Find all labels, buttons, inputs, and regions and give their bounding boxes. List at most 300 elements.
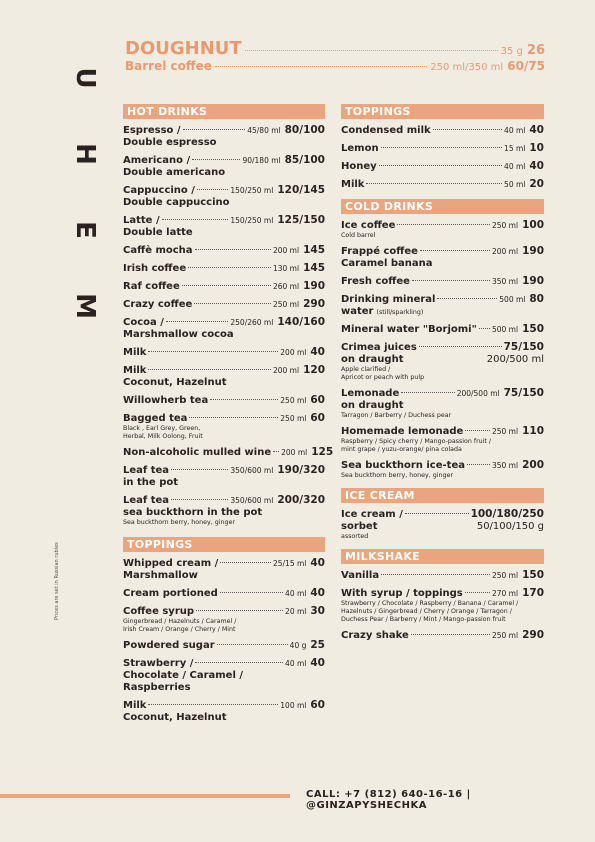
item-subrow <box>123 227 325 239</box>
item-price: 40 <box>310 346 325 358</box>
menu-item-row <box>341 178 544 191</box>
item-subrow <box>123 329 325 341</box>
item-price: 120/145 <box>277 184 325 196</box>
menu-item <box>341 387 544 420</box>
menu-item <box>123 184 325 209</box>
menu-item <box>123 394 325 407</box>
leader-dots <box>210 399 278 400</box>
item-name: Coffee syrup <box>123 606 195 617</box>
menu-item <box>341 275 544 288</box>
leader-dots <box>433 129 502 130</box>
item-volume: 50 ml <box>504 180 526 189</box>
menu-item <box>123 587 325 600</box>
menu-item <box>123 280 325 293</box>
leader-dots <box>171 469 228 470</box>
menu-item-row <box>341 323 544 336</box>
item-price: 190/320 <box>277 464 325 476</box>
item-price: 60 <box>310 699 325 711</box>
menu-item-row <box>341 142 544 155</box>
leader-dots <box>420 250 490 251</box>
item-volume: 250 ml <box>272 300 300 309</box>
menu-item-row <box>341 569 544 582</box>
leader-dots <box>195 662 283 663</box>
leader-dots <box>148 351 278 352</box>
item-price: 290 <box>522 629 544 641</box>
menu-item <box>123 124 325 149</box>
item-subtitle: in the pot <box>123 477 178 488</box>
leader-dots <box>273 451 279 452</box>
menu-item-row <box>341 124 544 137</box>
item-subtitle: water <box>341 306 374 317</box>
item-volume: 150/250 ml <box>230 216 274 225</box>
item-name: Bagged tea <box>123 413 188 424</box>
item-price: 40 <box>310 587 325 599</box>
item-name: Condensed milk <box>341 125 431 136</box>
item-subrow <box>123 197 325 209</box>
menu-item-row <box>123 657 325 670</box>
menu-item <box>123 639 325 652</box>
section-header-toppings: TOPPINGS <box>123 537 325 552</box>
item-volume: 45/80 ml <box>247 126 281 135</box>
item-volume: 40 ml <box>285 589 307 598</box>
leader-dots <box>182 285 271 286</box>
leader-dots <box>220 562 271 563</box>
item-name: Strawberry / <box>123 658 194 669</box>
menu-item <box>123 699 325 724</box>
leader-dots <box>397 224 490 225</box>
menu-item <box>123 446 334 459</box>
item-price: 80 <box>529 293 544 305</box>
item-volume: 150/250 ml <box>230 186 274 195</box>
menu-item-row <box>123 154 325 167</box>
item-name: Crimea juices <box>341 342 417 353</box>
item-subrow <box>123 570 325 582</box>
menu-item-row <box>123 214 325 227</box>
leader-dots <box>197 189 228 190</box>
item-volume: 25/15 ml <box>272 559 307 568</box>
leader-dots <box>162 219 229 220</box>
menu-item <box>123 494 325 527</box>
menu-item-row <box>341 293 544 306</box>
item-volume: 90/180 ml <box>242 156 281 165</box>
item-subtitle: Double cappuccino <box>123 197 230 208</box>
item-price: 110 <box>522 425 544 437</box>
item-volume: 500 ml <box>491 325 519 334</box>
menu-item-row <box>123 298 325 311</box>
item-volume: 200 ml <box>280 348 307 357</box>
menu-item-row <box>341 245 544 258</box>
menu-item <box>123 262 325 275</box>
item-price: 145 <box>303 244 325 256</box>
item-name: Milk <box>123 365 147 376</box>
item-volume: 500 ml <box>499 295 526 304</box>
item-note: Tarragon / Barberry / Duchess pear <box>341 412 452 419</box>
footer-rule <box>0 794 290 798</box>
title-letter: M <box>70 293 100 319</box>
item-name: Honey <box>341 161 377 172</box>
item-price: 30 <box>310 605 325 617</box>
menu-item <box>341 245 544 270</box>
item-price: 10 <box>529 142 544 154</box>
menu-item <box>123 557 325 582</box>
right-column <box>341 104 544 647</box>
item-volume: 40 ml <box>285 659 307 668</box>
item-note: Raspberry / Spicy cherry / Mango-passion fruit / mint grape / yuzu-orange/ pina colada <box>341 438 492 453</box>
item-volume: 250/260 ml <box>230 318 274 327</box>
leader-dots <box>188 267 271 268</box>
item-volume: 250 ml <box>491 427 519 436</box>
item-price: 150 <box>522 323 544 335</box>
leader-dots <box>217 644 288 645</box>
item-name: Willowherb tea <box>123 395 209 406</box>
item-subnote: (still/sparkling) <box>376 309 424 316</box>
item-volume: 350/600 ml <box>230 496 274 505</box>
menu-item-row <box>123 184 325 197</box>
item-name: Cocoa / <box>123 317 164 328</box>
item-price: 75/150 <box>503 387 544 399</box>
item-note: Gingerbread / Hazelnuts / Caramel / Irish Cream / Orange / Cherry / Mint <box>123 618 237 633</box>
item-price: 40 <box>529 160 544 172</box>
item-subtitle: Marshmallow <box>123 570 198 581</box>
leader-dots <box>195 249 271 250</box>
item-price: 125/150 <box>277 214 325 226</box>
featured-item <box>125 59 545 73</box>
item-name: Lemonade <box>341 388 400 399</box>
item-volume: 20 ml <box>285 607 307 616</box>
menu-item-row <box>123 699 325 712</box>
item-name: Irish coffee <box>123 263 187 274</box>
item-price: 145 <box>303 262 325 274</box>
item-subrow <box>123 377 325 389</box>
leader-dots <box>148 704 278 705</box>
item-subrow <box>123 167 325 179</box>
item-price: 200/320 <box>277 494 325 506</box>
item-subtitle: Chocolate / Caramel / Raspberries <box>123 670 244 693</box>
leader-dots <box>220 592 283 593</box>
section-header-ice-cream: ICE CREAM <box>341 488 544 503</box>
item-subrow <box>123 670 325 694</box>
item-note: assorted <box>341 533 369 540</box>
item-name: Americano / <box>123 155 191 166</box>
item-price: 80/100 <box>284 124 325 136</box>
item-name: Latte / <box>123 215 160 226</box>
item-volume: 350 ml <box>491 461 519 470</box>
item-name: Homemade lemonade <box>341 426 464 437</box>
item-name: Frappé coffee <box>341 246 418 257</box>
item-subtitle: on draught <box>341 400 404 411</box>
menu-item-row <box>341 587 544 600</box>
menu-item <box>341 341 544 382</box>
menu-item-row <box>123 639 325 652</box>
item-name: Caffè mocha <box>123 245 193 256</box>
leader-dots <box>366 183 502 184</box>
item-volume: 250 ml <box>491 631 519 640</box>
menu-item-row <box>123 346 325 359</box>
leader-dots <box>412 280 490 281</box>
item-price: 40 <box>310 557 325 569</box>
item-volume: 250 ml <box>491 571 519 580</box>
menu-item <box>341 587 544 624</box>
item-note: Apple clarified / Apricot or peach with pulp <box>341 366 425 381</box>
menu-item <box>123 464 325 489</box>
item-price: 25 <box>310 639 325 651</box>
item-name: With syrup / toppings <box>341 588 463 599</box>
item-volume: 40 ml <box>504 126 526 135</box>
menu-item <box>341 219 544 240</box>
section-header-cold-drinks: COLD DRINKS <box>341 199 544 214</box>
item-subtitle: Coconut, Hazelnut <box>123 377 227 388</box>
item-name: Ice coffee <box>341 220 396 231</box>
item-volume: 350/600 ml <box>230 466 274 475</box>
item-price: 100 <box>522 219 544 231</box>
item-name: Cappuccino / <box>123 185 195 196</box>
menu-item <box>341 160 544 173</box>
menu-item <box>341 425 544 454</box>
item-name: Milk <box>123 700 147 711</box>
leader-dots <box>479 328 490 329</box>
leader-dots <box>183 129 246 130</box>
menu-item <box>341 459 544 480</box>
item-subrow <box>341 400 544 412</box>
item-volume: 100 ml <box>280 701 307 710</box>
menu-item <box>341 323 544 336</box>
item-name: Powdered sugar <box>123 640 215 651</box>
featured-items <box>125 38 545 73</box>
menu-item-row <box>123 412 325 425</box>
item-name: Milk <box>123 347 147 358</box>
item-note: Cold barrel <box>341 232 376 239</box>
item-subrow <box>123 712 325 724</box>
item-name: Lemon <box>341 143 379 154</box>
item-name: Mineral water "Borjomi" <box>341 324 477 335</box>
item-name: Leaf tea <box>123 495 170 506</box>
item-name: Leaf tea <box>123 465 170 476</box>
item-volume: 250 ml <box>280 396 307 405</box>
item-subtitle: on draught <box>341 354 404 365</box>
item-name: Whipped cream / <box>123 558 219 569</box>
item-volume: 350 ml <box>491 277 519 286</box>
menu-item <box>123 412 325 441</box>
leader-dots <box>465 430 490 431</box>
item-price: 40 <box>310 657 325 669</box>
item-price: 120 <box>303 364 325 376</box>
menu-item-row <box>341 275 544 288</box>
item-price: 150 <box>522 569 544 581</box>
item-name: Raf coffee <box>123 281 180 292</box>
item-subtitle: sea buckthorn in the pot <box>123 507 263 518</box>
item-price: 190 <box>522 245 544 257</box>
leader-dots <box>411 634 490 635</box>
item-subvolume: 200/500 ml <box>486 354 544 365</box>
menu-item-row <box>341 219 544 232</box>
featured-item <box>125 38 545 59</box>
item-subrow <box>341 354 544 366</box>
menu-item <box>123 244 325 257</box>
currency-note: Prices are set in Russian rubles <box>54 542 60 620</box>
item-volume: 35 g <box>500 46 523 57</box>
item-volume: 250 ml/350 ml <box>430 62 504 73</box>
item-price: 200 <box>522 459 544 471</box>
menu-item <box>341 178 544 191</box>
section-header-hot-drinks: HOT DRINKS <box>123 104 325 119</box>
item-subrow <box>341 258 544 270</box>
item-volume: 270 ml <box>491 589 519 598</box>
menu-item <box>341 569 544 582</box>
leader-dots <box>192 159 240 160</box>
item-volume: 200 ml <box>281 448 308 457</box>
menu-item-row <box>123 364 325 377</box>
menu-item-row <box>123 280 325 293</box>
item-name: Crazy shake <box>341 630 409 641</box>
item-name: Drinking mineral <box>341 294 436 305</box>
item-name: Espresso / <box>123 125 181 136</box>
item-subtitle: Caramel banana <box>341 258 433 269</box>
leader-dots <box>166 321 229 322</box>
item-subrow <box>123 137 325 149</box>
item-name: Cream portioned <box>123 588 218 599</box>
menu-item <box>341 293 544 318</box>
item-volume: 40 g <box>289 641 307 650</box>
item-name: Non-alcoholic mulled wine <box>123 447 272 458</box>
menu-item <box>341 142 544 155</box>
title-letter: H <box>70 143 100 165</box>
item-price: 20 <box>529 178 544 190</box>
menu-item <box>123 298 325 311</box>
item-price: 26 <box>526 43 545 58</box>
menu-item <box>123 316 325 341</box>
item-name: DOUGHNUT <box>125 38 242 59</box>
item-name: Crazy coffee <box>123 299 193 310</box>
menu-item-row <box>123 394 325 407</box>
item-price: 190 <box>303 280 325 292</box>
item-volume: 200 ml <box>491 247 519 256</box>
menu-item-row <box>341 425 544 438</box>
item-price: 190 <box>522 275 544 287</box>
leader-dots <box>148 369 271 370</box>
item-subrow <box>123 477 325 489</box>
menu-item-row <box>341 160 544 173</box>
leader-dots <box>401 392 454 393</box>
section-header-toppings: TOPPINGS <box>341 104 544 119</box>
item-price: 75/150 <box>503 341 544 353</box>
menu-vertical-title <box>72 40 98 344</box>
item-volume: 200 ml <box>272 366 300 375</box>
item-subtitle: Double latte <box>123 227 193 238</box>
menu-item-row <box>341 459 544 472</box>
item-price: 60/75 <box>507 59 545 73</box>
item-volume: 200/500 ml <box>456 389 500 398</box>
item-name: Barrel coffee <box>125 59 212 73</box>
item-price: 290 <box>303 298 325 310</box>
menu-item-row <box>123 464 325 477</box>
item-subtitle: Coconut, Hazelnut <box>123 712 227 723</box>
leader-dots <box>465 592 490 593</box>
leader-dots <box>196 610 283 611</box>
title-letter: E <box>70 221 100 239</box>
item-volume: 250 ml <box>491 221 519 230</box>
leader-dots <box>437 298 497 299</box>
item-volume: 200 ml <box>272 246 300 255</box>
item-subtitle: sorbet <box>341 521 378 532</box>
menu-item-row <box>123 605 325 618</box>
item-price: 40 <box>529 124 544 136</box>
leader-dots <box>194 303 271 304</box>
item-subrow <box>123 507 325 519</box>
footer-contact: CALL: +7 (812) 640-16-16 | @GINZAPYSHECHKA <box>306 789 471 811</box>
item-volume: 130 ml <box>272 264 300 273</box>
item-volume: 260 ml <box>272 282 300 291</box>
leader-dots <box>379 165 502 166</box>
item-note: Strawberry / Chocolate / Raspberry / Banana / Caramel / Hazelnuts / Gingerbread / Cherry / Orange / Tarragon / Duchess Pear / Barberry / Mint / Mango-passion fruit <box>341 600 519 623</box>
item-name: Vanilla <box>341 570 380 581</box>
menu-item-row <box>123 124 325 137</box>
leader-dots <box>171 499 228 500</box>
item-price: 60 <box>310 394 325 406</box>
menu-item <box>123 154 325 179</box>
left-column <box>123 104 334 729</box>
item-subtitle: Double americano <box>123 167 226 178</box>
item-note: Sea buckthorn berry, honey, ginger <box>123 519 235 526</box>
item-price: 100/180/250 <box>470 508 544 520</box>
menu-item-row <box>123 446 334 459</box>
menu-item <box>341 508 544 541</box>
item-volume: 40 ml <box>504 162 526 171</box>
menu-item-row <box>341 341 544 354</box>
menu-item-row <box>341 387 544 400</box>
menu-item-row <box>123 557 325 570</box>
menu-item-row <box>123 494 325 507</box>
item-volume: 15 ml <box>504 144 526 153</box>
leader-dots <box>419 346 502 347</box>
menu-item-row <box>123 587 325 600</box>
menu-item <box>123 214 325 239</box>
leader-dots <box>381 147 502 148</box>
leader-dots <box>467 464 490 465</box>
menu-item-row <box>123 316 325 329</box>
menu-item <box>123 346 325 359</box>
item-note: Sea buckthorn berry, honey, ginger <box>341 472 453 479</box>
menu-item-row <box>123 262 325 275</box>
menu-item-row <box>341 629 544 642</box>
item-subrow <box>341 306 544 318</box>
menu-item <box>341 124 544 137</box>
item-note: Black , Earl Grey, Green, Herbal, Milk Oolong, Fruit <box>123 425 203 440</box>
menu-item <box>123 605 325 634</box>
item-subtitle: Double espresso <box>123 137 217 148</box>
item-name: Ice cream / <box>341 509 403 520</box>
item-name: Milk <box>341 179 365 190</box>
item-name: Fresh coffee <box>341 276 410 287</box>
menu-item-row <box>123 244 325 257</box>
item-price: 125 <box>311 446 334 458</box>
item-price: 170 <box>522 587 544 599</box>
item-price: 140/160 <box>277 316 325 328</box>
menu-item-row <box>341 508 544 521</box>
title-letter: U <box>70 67 100 89</box>
menu-item <box>123 657 325 694</box>
item-subrow <box>341 521 544 533</box>
leader-dots <box>381 574 490 575</box>
menu-item <box>123 364 325 389</box>
item-price: 60 <box>310 412 325 424</box>
leader-dots <box>405 513 469 514</box>
item-price: 85/100 <box>284 154 325 166</box>
menu-item <box>341 629 544 642</box>
item-subtitle: Marshmallow cocoa <box>123 329 234 340</box>
item-name: Sea buckthorn ice-tea <box>341 460 465 471</box>
item-subvolume: 50/100/150 g <box>476 521 544 532</box>
leader-dots <box>189 417 278 418</box>
